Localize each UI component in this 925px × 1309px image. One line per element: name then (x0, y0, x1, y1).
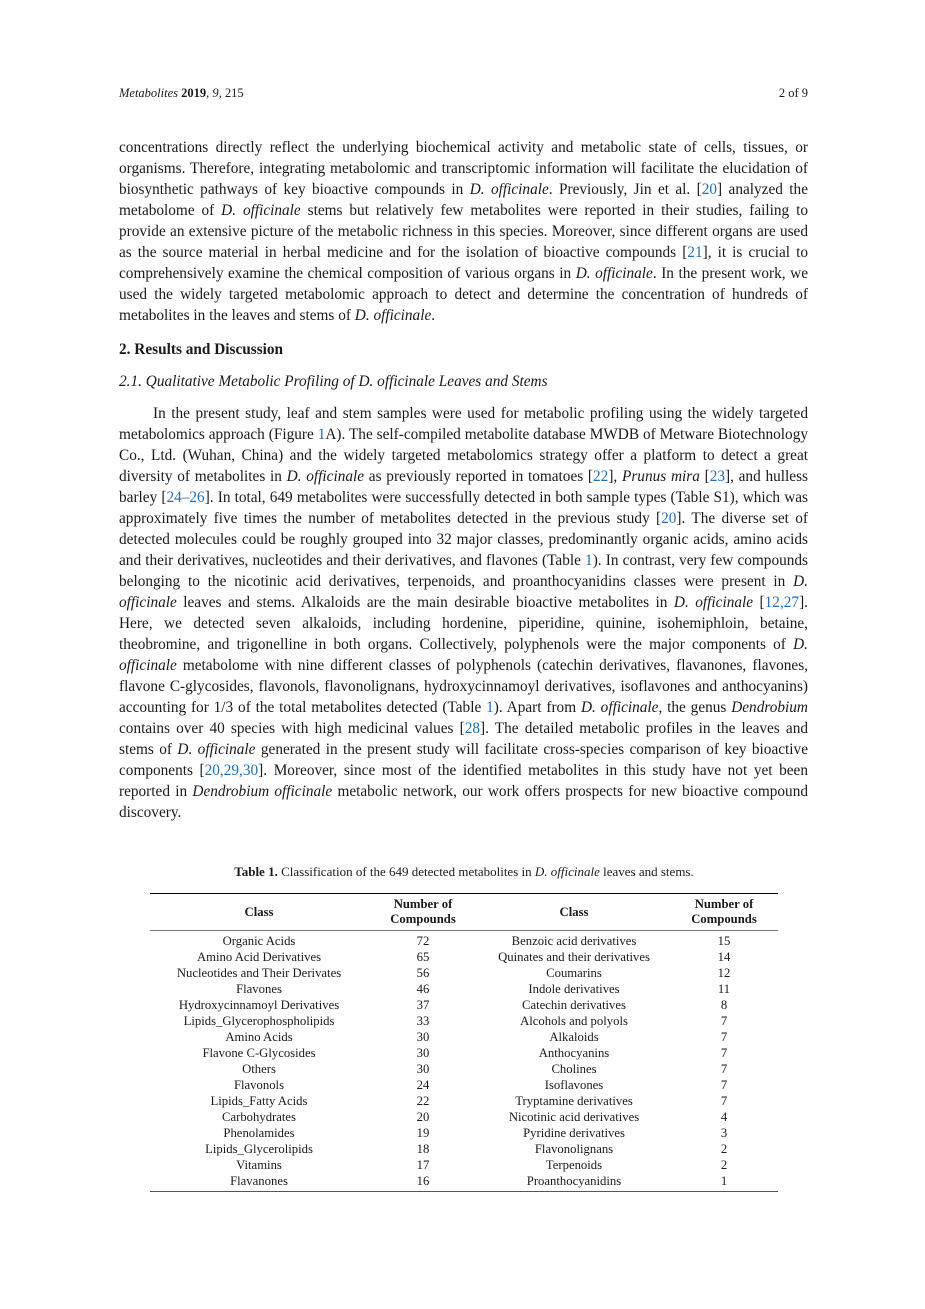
table-row (150, 1141, 778, 1157)
count-cell: 7 (720, 1030, 728, 1044)
class-cell: Carbohydrates (222, 1110, 296, 1124)
class-cell: Organic Acids (222, 934, 296, 948)
table-row (150, 1093, 778, 1109)
text-run: A). The self-compiled metabolite database MWDB of Metware Biotechnology Co., Ltd. (Wuhan, China) and the widely targeted metabolomics strategy offer a platform to detect a great diversity of metabolites in (119, 426, 809, 485)
table-row (150, 1157, 778, 1173)
class-cell: Amino Acid Derivatives (196, 950, 322, 964)
citation-link[interactable]: 23 (709, 468, 725, 485)
citation-link[interactable]: 22 (593, 468, 609, 485)
species-name: Dendrobium officinale (192, 783, 333, 800)
count-cell: 7 (720, 1062, 728, 1076)
section-heading: 2. Results and Discussion (119, 341, 284, 358)
caption-species: D. officinale (534, 864, 600, 879)
class-cell: Proanthocyanidins (526, 1174, 622, 1188)
count-cell: 12 (717, 966, 731, 980)
count-cell: 37 (416, 998, 430, 1012)
class-cell: Coumarins (546, 966, 602, 980)
table-caption (150, 864, 778, 880)
count-cell: 14 (717, 950, 731, 964)
count-cell: 56 (416, 966, 430, 980)
table-row (150, 1045, 778, 1061)
table-row (150, 949, 778, 965)
count-cell: 7 (720, 1094, 728, 1108)
class-cell: Hydroxycinnamoyl Derivatives (178, 998, 340, 1012)
text-run: generated in the present study will facilitate cross-species comparison of key bioactive components [ (119, 741, 808, 779)
class-cell: Indole derivatives (528, 982, 620, 996)
class-cell: Benzoic acid derivatives (511, 934, 637, 948)
class-cell: Flavonols (233, 1078, 285, 1092)
class-cell: Cholines (551, 1062, 597, 1076)
text-run: , the genus (658, 699, 732, 716)
class-cell: Alcohols and polyols (520, 1014, 628, 1028)
citation-link[interactable]: 1 (317, 426, 326, 443)
count-cell: 15 (717, 934, 731, 948)
table-body (150, 931, 778, 1192)
species-name: D. officinale (119, 636, 808, 674)
species-name: Prunus mira (622, 468, 700, 485)
species-name: D. officinale (119, 573, 808, 611)
species-name: D. officinale (673, 594, 754, 611)
count-cell: 7 (720, 1046, 728, 1060)
class-cell: Terpenoids (545, 1158, 603, 1172)
class-cell: Vitamins (236, 1158, 282, 1172)
text-run: leaves and stems. Alkaloids are the main desirable bioactive metabolites in (176, 594, 674, 611)
table-row (150, 1029, 778, 1045)
count-cell: 65 (416, 950, 430, 964)
subsection-heading: 2.1. Qualitative Metabolic Profiling of D. officinale Leaves and Stems (119, 373, 548, 390)
text-run: metabolic network, our work offers prospects for new bioactive compound discovery. (119, 783, 809, 821)
text-run: ]. The detailed metabolic profiles in the leaves and stems of (119, 720, 808, 758)
header-class-2: Class (559, 904, 589, 919)
journal-citation: Metabolites 2019, 9, 215 (119, 86, 244, 100)
citation-link[interactable]: 1 (486, 699, 494, 716)
class-cell: Nucleotides and Their Derivates (176, 966, 342, 980)
text-run: ]. Moreover, since most of the identified metabolites in this study have not yet been reported in (119, 762, 808, 800)
class-cell: Flavone C-Glycosides (202, 1046, 316, 1060)
class-cell: Pyridine derivatives (523, 1126, 625, 1140)
count-cell: 30 (416, 1062, 430, 1076)
citation-link[interactable]: 21 (687, 244, 703, 261)
journal-year: 2019 (181, 86, 207, 100)
citation-link[interactable]: 20 (701, 181, 718, 198)
class-cell: Lipids_Glycerophospholipids (183, 1014, 335, 1028)
article-number: 215 (224, 86, 244, 100)
citation-link[interactable]: 12,27 (764, 594, 800, 611)
class-cell: Lipids_Fatty Acids (210, 1094, 308, 1108)
count-cell: 18 (416, 1142, 430, 1156)
count-cell: 16 (416, 1174, 430, 1188)
class-cell: Flavonolignans (534, 1142, 614, 1156)
text-run: ]. The diverse set of detected molecules could be roughly grouped into 32 major classes, predominantly organic acids, amino acids and their derivatives, nucleotides and their derivatives, and flavones (Table (119, 510, 808, 569)
text-run: ], and hulless barley [ (119, 468, 808, 506)
species-name: D. officinale (575, 265, 653, 282)
text-run: In the present study, leaf and stem samples were used for metabolic profiling using the widely targeted metabolomics approach (Figure (119, 405, 808, 443)
count-cell: 3 (720, 1126, 728, 1140)
table-row (150, 1125, 778, 1141)
citation-link[interactable]: 28 (464, 720, 481, 737)
species-name: D. officinale (221, 202, 301, 219)
species-name: Dendrobium (731, 699, 808, 716)
caption-text-end: leaves and stems. (599, 864, 694, 879)
text-run: ). Apart from (493, 699, 581, 716)
text-run: [ (753, 594, 765, 611)
count-cell: 17 (416, 1158, 430, 1172)
journal-volume: 9 (212, 86, 219, 100)
table-row (150, 1173, 778, 1192)
class-cell: Flavanones (230, 1174, 288, 1188)
caption-text: Classification of the 649 detected metabolites in (277, 864, 535, 879)
table-label: Table 1. (234, 864, 278, 879)
table-row (150, 997, 778, 1013)
table-row (150, 931, 778, 950)
table-header-row (150, 894, 778, 931)
class-cell: Amino Acids (225, 1030, 293, 1044)
count-cell: 30 (416, 1046, 430, 1060)
class-cell: Alkaloids (549, 1030, 599, 1044)
journal-name: Metabolites (119, 86, 179, 100)
species-name: D. officinale (286, 468, 365, 485)
text-run: ] analyzed the metabolome of (119, 181, 808, 219)
count-cell: 30 (416, 1030, 430, 1044)
count-cell: 72 (416, 934, 430, 948)
class-cell: Others (242, 1062, 276, 1076)
text-run: metabolome with nine different classes of polyphenols (catechin derivatives, flavanones, flavones, flavone C-glycosides, flavonols, flavonolignans, hydroxycinnamoyl derivatives, isoflavones and anthocyanins) accounting for 1/3 of the total metabolites detected (Table (119, 657, 808, 716)
count-cell: 4 (720, 1110, 728, 1124)
text-run: ]. Here, we detected seven alkaloids, including hordenine, piperidine, quinine, isohemiphloin, betaine, theobromine, and trigonelline in both organs. Collectively, polyphenols were the major components of (119, 594, 808, 653)
class-cell: Lipids_Glycerolipids (205, 1142, 313, 1156)
count-cell: 22 (416, 1094, 430, 1108)
citation-link[interactable]: 1 (585, 552, 593, 569)
species-name: D. officinale (354, 307, 432, 324)
count-cell: 20 (416, 1110, 430, 1124)
metabolite-classification-table (150, 893, 778, 1192)
text-run: as previously reported in tomatoes [ (364, 468, 594, 485)
running-header (119, 86, 808, 101)
citation-link[interactable]: 24–26 (166, 489, 205, 506)
text-run: . In the present work, we used the widely targeted metabolomic approach to detect and determine the concentration of hundreds of metabolites in the leaves and stems of (119, 265, 808, 324)
count-cell: 33 (416, 1014, 430, 1028)
species-name: D. officinale (469, 181, 549, 198)
table-row (150, 965, 778, 981)
text-run: [ (699, 468, 710, 485)
table-row (150, 1109, 778, 1125)
table-row (150, 1013, 778, 1029)
count-cell: 2 (720, 1142, 728, 1156)
class-cell: Phenolamides (223, 1126, 295, 1140)
table-row (150, 1077, 778, 1093)
text-run: ]. In total, 649 metabolites were successfully detected in both sample types (Table S1), which was approximately five times the number of metabolites detected in the previous study [ (119, 489, 809, 527)
count-cell: 19 (416, 1126, 430, 1140)
count-cell: 1 (720, 1174, 728, 1188)
paragraph-results (119, 403, 808, 823)
count-cell: 46 (416, 982, 430, 996)
count-cell: 7 (720, 1078, 728, 1092)
species-name: D. officinale (177, 741, 256, 758)
class-cell: Nicotinic acid derivatives (508, 1110, 640, 1124)
header-count-1: Number of Compounds (390, 897, 456, 926)
count-cell: 2 (720, 1158, 728, 1172)
text-run: contains over 40 species with high medicinal values [ (119, 720, 465, 737)
text-run: ). In contrast, very few compounds belonging to the nicotinic acid derivatives, terpenoids, and proanthocyanidins classes were present in (119, 552, 808, 590)
text-run: stems but relatively few metabolites were reported in their studies, failing to provide an extensive picture of the metabolic richness in this species. Moreover, since different organs are used as the source material in herbal medicine and for the isolation of bioactive compounds [ (119, 202, 808, 261)
class-cell: Catechin derivatives (522, 998, 626, 1012)
text-run: . Previously, Jin et al. [ (548, 181, 702, 198)
paragraph-intro-continuation (119, 137, 808, 326)
class-cell: Flavones (236, 982, 282, 996)
citation-link[interactable]: 20 (661, 510, 677, 527)
count-cell: 24 (416, 1078, 430, 1092)
class-cell: Tryptamine derivatives (515, 1094, 633, 1108)
class-cell: Anthocyanins (538, 1046, 610, 1060)
header-class-1: Class (244, 904, 274, 919)
text-run: ], it is crucial to comprehensively examine the chemical composition of various organs in (119, 244, 808, 282)
text-run: ], (608, 468, 622, 485)
class-cell: Quinates and their derivatives (498, 950, 650, 964)
header-count-2: Number of Compounds (691, 897, 757, 926)
count-cell: 7 (720, 1014, 728, 1028)
class-cell: Isoflavones (544, 1078, 604, 1092)
table-row (150, 981, 778, 997)
citation-link[interactable]: 20,29,30 (204, 762, 259, 779)
table-row (150, 1061, 778, 1077)
count-cell: 11 (717, 982, 731, 996)
count-cell: 8 (720, 998, 728, 1012)
species-name: D. officinale (580, 699, 659, 716)
page-number: 2 of 9 (778, 86, 808, 100)
text-run: concentrations directly reflect the underlying biochemical activity and metabolic state of cells, tissues, or organisms. Therefore, integrating metabolomic and transcriptomic information will facilitate the elucidation of biosynthetic pathways of key bioactive compounds in (119, 139, 808, 198)
text-run: . (431, 307, 436, 324)
